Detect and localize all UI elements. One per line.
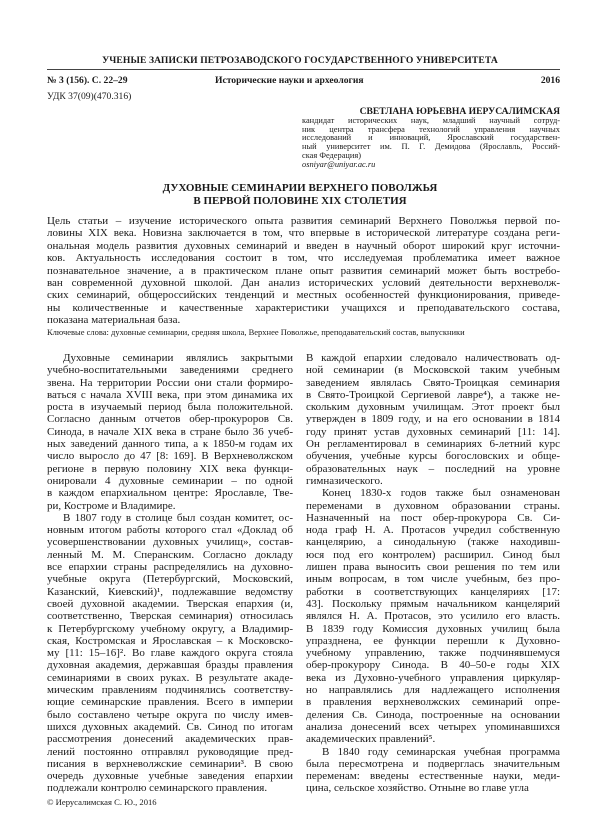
text-line: ская, Костромская и Ярославская – к Московско- (47, 634, 293, 647)
abstract-line: ловины XIX века. Новизна заключается в том, что впервые в исторической литературе создана реги- (47, 227, 560, 240)
text-line: учебно-воспитательными заведениями среднего (47, 364, 293, 377)
affiliation-line: исследований и инноваций, Ярославский государствен- (302, 133, 560, 143)
text-line: очередь духовные учебные заведения епархии (47, 770, 293, 783)
affiliation-line: ный университет им. П. Г. Демидова (Ярославль, Россий- (302, 142, 560, 152)
text-line: Он регламентировал в семинариях 6-летний курс (306, 438, 560, 451)
paragraph (306, 352, 560, 487)
text-line: Конец 1830-х годов также был ознаменован (322, 487, 560, 500)
udk-code: УДК 37(09)(470.316) (47, 91, 132, 102)
abstract (47, 215, 560, 327)
text-line: ных заведений данного типа, а к 1850-м годам их (47, 438, 293, 451)
text-line: упразднена, ее функции перешли к Духовно- (306, 634, 560, 647)
text-line: канцелярию, а синодальную (также находивш- (306, 536, 560, 549)
text-line: была пересмотрена и подверглась значительным (306, 757, 560, 770)
text-line: анализа донесений всех четырех упоминавшихся (306, 720, 560, 733)
text-line: являлся Н. А. Протасов, это усилило его власть. (306, 610, 560, 623)
author-email[interactable]: osniyar@uniyar.ac.ru (302, 159, 376, 169)
affiliation-line: ская Федерация) (302, 150, 362, 160)
abstract-line: показана материальная база. (47, 314, 181, 327)
text-line: образовательных наук – последний на уровне (306, 462, 560, 475)
text-line: роста в изучаемый период была положительной. (47, 401, 293, 414)
text-line: число выросло до 47 [8: 169]. В Верхневолжском (47, 450, 293, 463)
copyright: © Иерусалимская С. Ю., 2016 (47, 797, 157, 807)
text-line: звена. На территории России они стали формиро- (47, 376, 293, 389)
text-line: в Свято-Троицкой Сергиевой лавре⁴), а также не- (306, 388, 560, 401)
text-line: духовная академия, державшая бразды правления (47, 659, 293, 672)
text-line: деления Св. Синода, построенные на основании (306, 708, 560, 721)
text-line: иным вопросам, в том числе учебным, без про- (306, 573, 560, 586)
text-line: 43]. Поскольку прямым начальником канцелярий (306, 597, 560, 610)
abstract-line: ван современной духовной школой. Дан анализ исторических условий деятельности верхневолж- (47, 277, 560, 290)
text-line: переменам: введены естественные науки, меди- (306, 770, 560, 783)
right-column (306, 352, 560, 795)
text-line: Казанский, Киевский)¹, подлежавшие ведомству (47, 585, 293, 598)
issue-info: № 3 (156). С. 22–29 (47, 75, 128, 86)
text-line: гимназического. (306, 474, 383, 487)
text-line: году принят устав духовных семинарий [11: 14]. (306, 425, 560, 438)
abstract-line: Цель статьи – изучение исторического опыта развития семинарий Верхнего Поволжья первой по- (47, 215, 560, 227)
text-line: переменами в духовном образовании страны. (306, 499, 560, 512)
text-line: регионе в первую половину XIX века функци- (47, 462, 293, 475)
text-line: учебному управлению, также подчинявшемуся (306, 647, 560, 660)
text-line: но направлялись для надлежащего исполнения (306, 684, 560, 697)
text-line: Духовные семинарии являлись закрытыми (63, 352, 293, 364)
text-line: рассмотрения донесений академических прав- (47, 733, 293, 746)
text-line: Синода, в начале XIX века в стране было 36 учеб- (47, 425, 293, 438)
text-line: юся под его контролем) расширил. Синод был (306, 548, 560, 561)
affiliation-line: кандидат исторических наук, младший научный сотруд- (302, 116, 560, 125)
paragraph (306, 487, 560, 745)
text-line: ваться с начала XVIII века, при этом динамика их (47, 388, 293, 401)
header-divider (47, 69, 560, 70)
text-line: нода граф Н. А. Протасов учредил собственную (306, 524, 560, 537)
author-name: СВЕТЛАНА ЮРЬЕВНА ИЕРУСАЛИМСКАЯ (359, 106, 560, 117)
text-line: было составлено четыре округа по числу имев- (47, 708, 293, 721)
paragraph (306, 746, 560, 795)
left-column (47, 352, 293, 795)
text-line: в каждом епархиальном центре: Ярославле, Тве- (47, 487, 293, 500)
abstract-line: ны количественные и качественные характеристики учащихся и преподавательского состава, (47, 301, 560, 314)
text-line: заведением являлась Свято-Троицкая семинария (306, 376, 560, 389)
abstract-line: ков. Актуальность исследования состоит в том, что исследуемая проблематика имеет важное (47, 252, 560, 265)
title-line: ДУХОВНЫЕ СЕМИНАРИИ ВЕРХНЕГО ПОВОЛЖЬЯ (162, 182, 438, 194)
text-line: обер-прокурору Синода. В 40–50-е годы XIX (306, 659, 560, 672)
text-line: Согласно данным отчетов обер-прокуроров Св. (47, 413, 293, 426)
text-line: все епархии страны распределялись на духовно- (47, 561, 293, 574)
text-line: В 1839 году Комиссия духовных училищ была (306, 622, 560, 635)
text-line: академических правлений⁵. (306, 733, 436, 746)
author-affiliation (302, 117, 560, 169)
abstract-line: познавательное значение, а в практическом плане опыт развития семинарий может быть востребо- (47, 264, 560, 277)
journal-title: УЧЕНЫЕ ЗАПИСКИ ПЕТРОЗАВОДСКОГО ГОСУДАРСТВЕННОГО УНИВЕРСИТЕТА (102, 55, 498, 66)
text-line: усовершенствовании духовных училищ», состав- (47, 536, 293, 549)
text-line: обучения, учебные курсы богословских и обще- (306, 450, 560, 463)
text-line: ющие семинарские правления. Всего в империи (47, 696, 293, 709)
text-line: своей духовной академии. Тверская епархия (и, (47, 597, 293, 610)
text-line: шихся духовных академий. Св. Синод по итогам (47, 720, 293, 733)
text-line: Назначенный на пост обер-прокурора Св. Си- (306, 511, 560, 524)
text-line: к Петербургскому учебному округу, а Владимир- (47, 622, 293, 635)
text-line: новным итогом работы которого стал «Доклад об (47, 524, 293, 537)
year: 2016 (540, 75, 560, 86)
paragraph (47, 352, 293, 512)
text-line: В 1807 году в столице был создан комитет, ос- (63, 511, 293, 524)
section-name: Исторические науки и археология (215, 75, 364, 86)
text-line: мическим правлениям подчинялись соответству- (47, 684, 293, 697)
text-line: онировали 4 духовные семинарии – по одной (47, 474, 293, 487)
abstract-line: ональная модель развития духовных семинарий и введен в научный оборот широкий круг источни- (47, 239, 560, 252)
text-line: утвержден в 1809 году, и на его основании в 1814 (306, 413, 560, 426)
text-line: соответственно, Тверская семинария) относилась (47, 610, 293, 623)
title-line: В ПЕРВОЙ ПОЛОВИНЕ XIX СТОЛЕТИЯ (193, 194, 407, 207)
paragraph (47, 512, 293, 795)
text-line: учебные округа (Петербургский, Московский, (47, 573, 293, 586)
text-line: в правления верхневолжских семинарий опре- (306, 696, 560, 709)
text-line: подлежали контролю семинарского правления. (47, 782, 268, 795)
abstract-line: ских семинарий, общероссийских тенденций и местных особенностей функционирования, приведе- (47, 289, 560, 302)
text-line: писания в верхневолжские семинарии³. В свою (47, 757, 293, 770)
text-line: семинариями в своих руках. В результате акаде- (47, 671, 293, 684)
affiliation-line: ник центра трансфера технологий управления научных (302, 124, 560, 134)
text-line: работки в соответствующих канцеляриях [17: (306, 585, 560, 598)
text-line: скольким духовным училищам. Этот проект был (306, 401, 560, 414)
keywords: Ключевые слова: духовные семинарии, средняя школа, Верхнее Поволжье, преподавательский состав, выпускники (47, 327, 465, 337)
text-line: века из Духовно-учебного управления циркуляр- (306, 671, 560, 684)
text-line: ленный М. М. Сперанским. Согласно докладу (47, 548, 293, 561)
text-line: ной семинарии (в Московской таким учебным (306, 364, 560, 377)
text-line: му [11: 15–16]². Во главе каждого округа стояла (47, 647, 293, 660)
text-line: лишен права выносить свои решения по тем или (306, 561, 560, 574)
text-line: лений постоянно отправлял руководящие пред- (47, 745, 293, 758)
text-line: ри, Костроме и Владимире. (47, 499, 176, 512)
text-line: В каждой епархии следовало наличествовать од- (306, 352, 560, 364)
text-line: цина, сельское хозяйство. Отныне во главе угла (306, 782, 529, 795)
text-line: В 1840 году семинарская учебная программа (322, 745, 560, 758)
article-title (40, 182, 560, 207)
